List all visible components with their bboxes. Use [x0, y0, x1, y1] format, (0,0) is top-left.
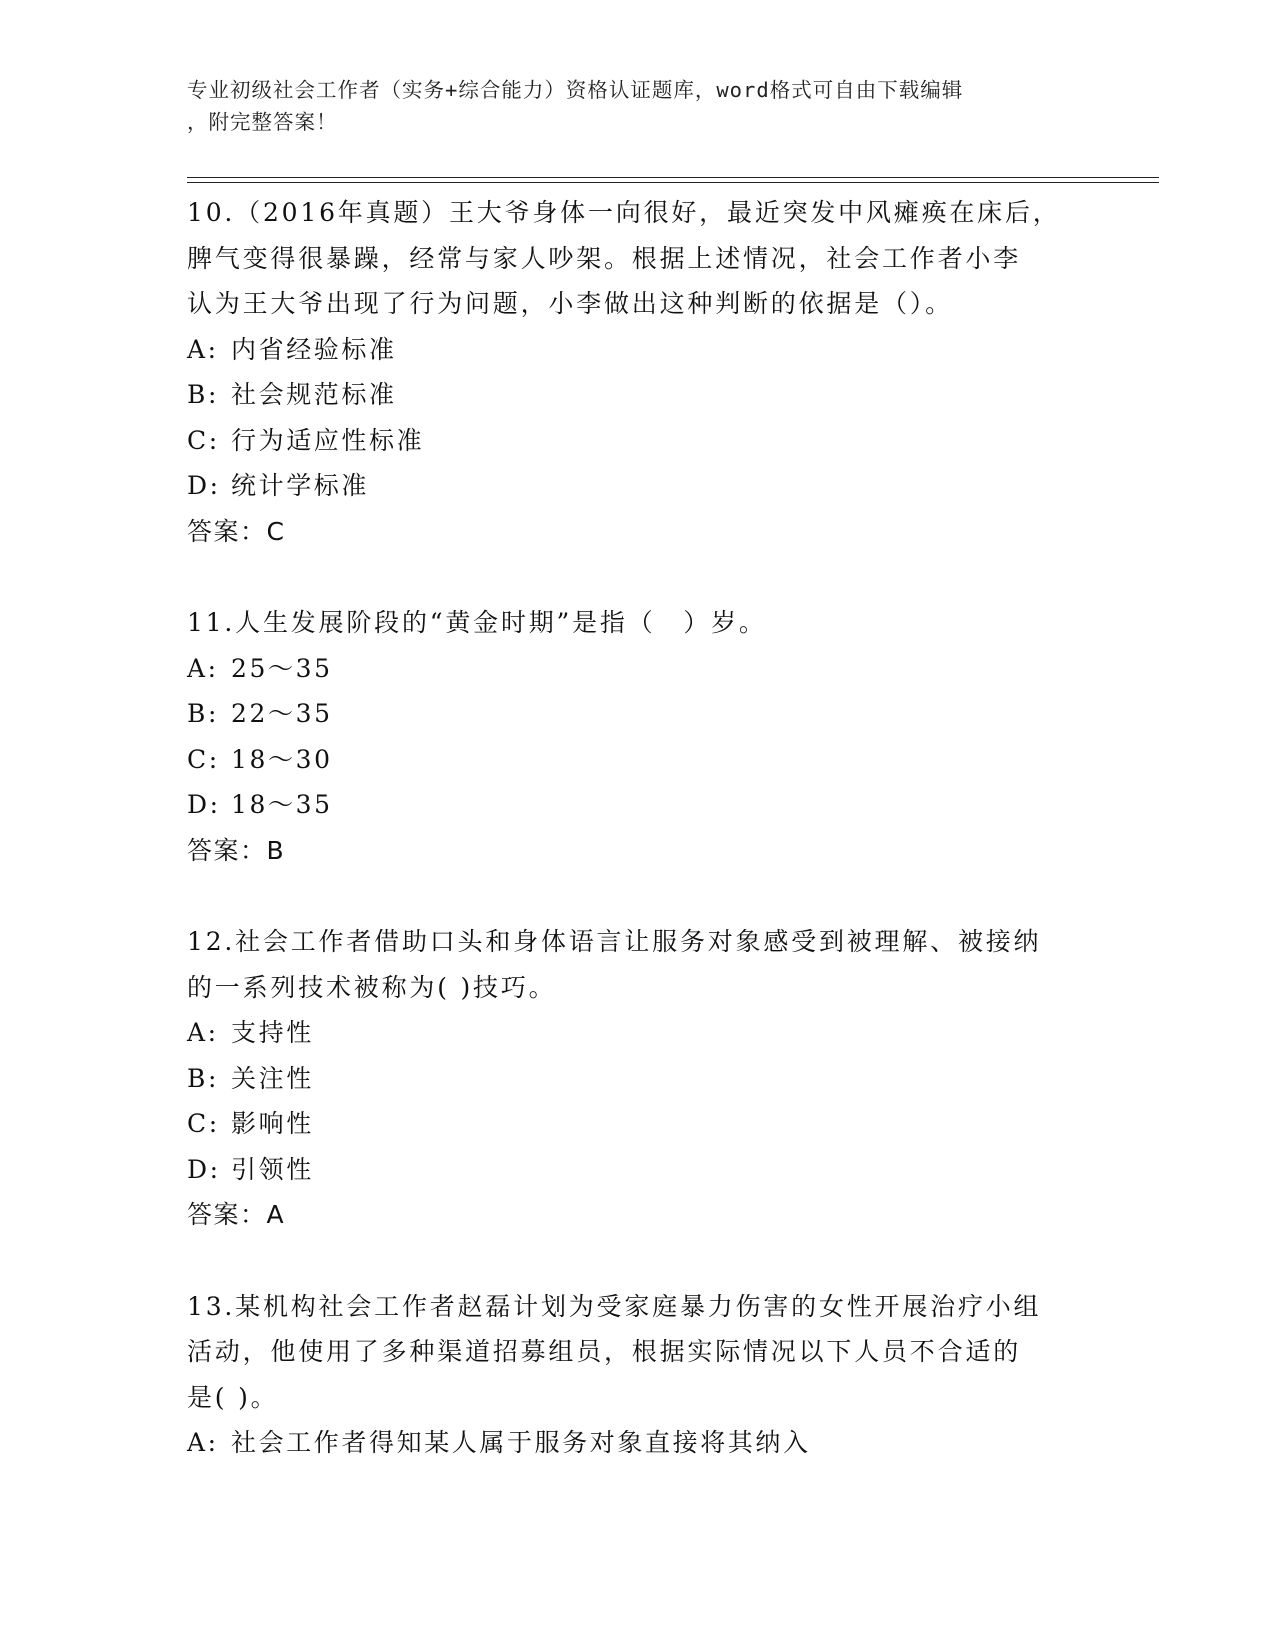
stem-line: 脾气变得很暴躁，经常与家人吵架。根据上述情况，社会工作者小李 [187, 243, 1022, 273]
option-text: 行为适应性标准 [231, 425, 425, 455]
answer-line: 答案：C [187, 516, 286, 546]
stem-line: 活动，他使用了多种渠道招募组员，根据实际情况以下人员不合适的 [187, 1337, 1022, 1366]
option-d [187, 1147, 1087, 1193]
question-list [187, 190, 1087, 1512]
option-key: C: [187, 1109, 220, 1138]
option-key: B: [187, 380, 219, 409]
option-text: 18～30 [231, 744, 333, 774]
option-text: 内省经验标准 [231, 334, 397, 364]
option-key: A: [187, 334, 219, 364]
question-stem [187, 600, 1087, 646]
question-stem [187, 919, 1087, 1010]
answer-line: 答案：A [187, 1200, 286, 1229]
stem-line: 认为王大爷出现了行为问题，小李做出这种判断的依据是（）。 [187, 289, 953, 318]
answer-line: 答案：B [187, 835, 286, 865]
stem-line: 是( )。 [187, 1382, 279, 1412]
option-a [187, 1420, 1087, 1466]
document-header [187, 74, 1087, 138]
option-b [187, 1056, 1087, 1102]
option-key: A: [187, 653, 219, 683]
option-b [187, 691, 1087, 737]
question-stem [187, 190, 1087, 327]
question-stem [187, 1284, 1087, 1421]
stem-line: 11.人生发展阶段的“黄金时期”是指（ ）岁。 [187, 608, 767, 637]
question-11 [187, 600, 1087, 873]
option-text: 影响性 [231, 1109, 314, 1138]
option-b [187, 372, 1087, 418]
option-text: 22～35 [231, 699, 333, 728]
stem-line: 的一系列技术被称为( )技巧。 [187, 972, 557, 1002]
option-text: 18～35 [231, 790, 333, 819]
option-a [187, 327, 1087, 373]
header-divider-bottom [187, 182, 1159, 183]
option-text: 关注性 [231, 1063, 314, 1093]
header-line-1: 专业初级社会工作者（实务+综合能力）资格认证题库，word格式可自由下载编辑 [187, 78, 964, 102]
option-c [187, 737, 1087, 783]
option-c [187, 418, 1087, 464]
option-text: 统计学标准 [231, 471, 370, 500]
option-key: B: [187, 1063, 219, 1093]
question-13 [187, 1284, 1087, 1466]
option-text: 社会规范标准 [231, 380, 397, 409]
option-d [187, 463, 1087, 509]
option-key: D: [187, 790, 221, 819]
option-text: 25～35 [231, 653, 333, 683]
option-key: C: [187, 425, 220, 455]
stem-line: 10.（2016年真题）王大爷身体一向很好，最近突发中风瘫痪在床后， [187, 198, 1061, 227]
header-line-2: ，附完整答案！ [187, 110, 338, 134]
option-key: D: [187, 1154, 221, 1184]
option-text: 社会工作者得知某人属于服务对象直接将其纳入 [231, 1428, 811, 1457]
option-a [187, 646, 1087, 692]
question-12 [187, 919, 1087, 1238]
option-key: D: [187, 471, 221, 500]
option-key: B: [187, 699, 219, 728]
stem-line: 12.社会工作者借助口头和身体语言让服务对象感受到被理解、被接纳 [187, 927, 1042, 956]
option-text: 引领性 [231, 1154, 314, 1184]
option-a [187, 1010, 1087, 1056]
option-text: 支持性 [231, 1018, 314, 1047]
option-d [187, 782, 1087, 828]
option-c [187, 1101, 1087, 1147]
option-key: A: [187, 1428, 219, 1457]
option-key: A: [187, 1018, 219, 1047]
stem-line: 13.某机构社会工作者赵磊计划为受家庭暴力伤害的女性开展治疗小组 [187, 1291, 1042, 1321]
header-divider-top [187, 177, 1159, 178]
option-key: C: [187, 744, 220, 774]
question-10 [187, 190, 1087, 554]
